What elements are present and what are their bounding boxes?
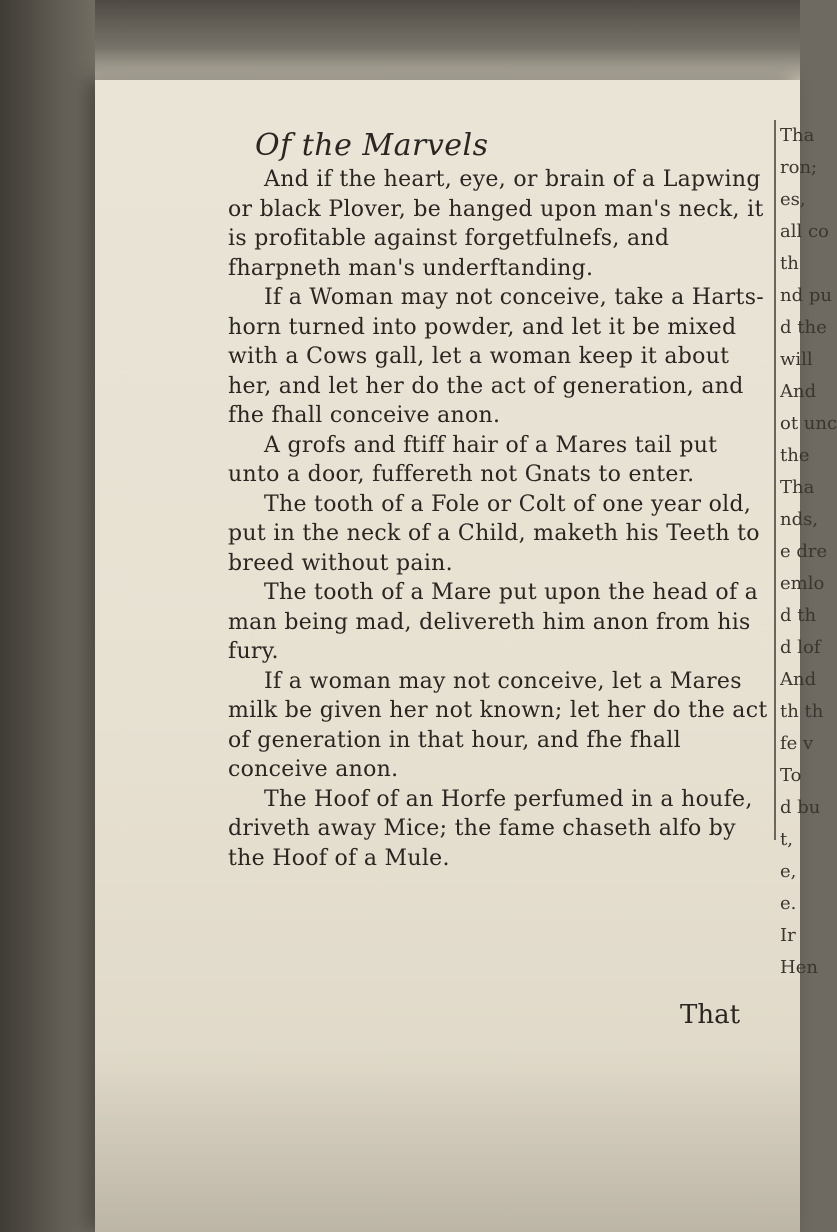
facing-fragment: will: [780, 349, 813, 370]
facing-fragment: And: [780, 381, 817, 402]
running-title: Of the Marvels: [255, 128, 489, 163]
paragraph-5: The tooth of a Mare put upon the head of a man being mad, delivereth him anon from his fury.: [228, 580, 759, 664]
facing-fragment: ot unc: [780, 413, 837, 434]
facing-fragment: Tha: [780, 125, 815, 146]
facing-fragment: th: [780, 253, 799, 274]
facing-fragment: e.: [780, 893, 797, 914]
facing-fragment: nd pu: [780, 285, 832, 306]
paragraph-6: If a woman may not conceive, let a Mares milk be given her not known; let her do the act of generation in that hour, and fhe fhall conceive anon.: [228, 668, 768, 782]
paragraph-7: The Hoof of an Horfe perfumed in a houfe, driveth away Mice; the fame chaseth alfo by the Hoof of a Mule.: [228, 786, 753, 871]
page-bottom-shade: [95, 1050, 800, 1232]
paragraph-4: The tooth of a Fole or Colt of one year old, put in the neck of a Child, maketh his Teeth to breed without pain.: [228, 491, 760, 576]
facing-fragment: fe v: [780, 733, 814, 754]
facing-fragment: all co: [780, 221, 829, 242]
page-text: [228, 165, 776, 873]
facing-fragment: the: [780, 445, 810, 466]
facing-fragment: Ir: [780, 925, 796, 946]
facing-fragment: e dre: [780, 541, 828, 562]
facing-fragment: ron;: [780, 157, 818, 178]
facing-fragment: d lof: [780, 637, 821, 658]
facing-fragment: To: [780, 765, 802, 786]
paragraph-1: And if the heart, eye, or brain of a Lapwing or black Plover, be hanged upon man's neck, it is profitable against forgetfulnefs, and fharpneth man's underftanding.: [228, 167, 764, 281]
facing-fragment: e,: [780, 861, 797, 882]
page-top-band: [95, 0, 800, 80]
facing-fragment: d the: [780, 317, 827, 338]
facing-fragment: t,: [780, 829, 793, 850]
facing-fragment: d bu: [780, 797, 821, 818]
facing-page-edge: [774, 120, 837, 978]
catchword: That: [680, 1000, 741, 1030]
facing-fragment: es,: [780, 189, 806, 210]
facing-fragment: Hen: [780, 957, 818, 978]
paragraph-3: A grofs and ftiff hair of a Mares tail put unto a door, fuffereth not Gnats to enter.: [228, 432, 718, 487]
facing-fragment: emlo: [780, 573, 825, 594]
facing-fragment: nds,: [780, 509, 819, 530]
facing-fragment: And: [780, 669, 817, 690]
paragraph-2: If a Woman may not conceive, take a Harts-horn turned into powder, and let it be mixed with a Cows gall, let a woman keep it about her, and let her do the act of generation, and fhe fhall conceive anon.: [228, 285, 765, 428]
facing-fragment: Tha: [780, 477, 815, 498]
facing-fragment: th th: [780, 701, 824, 722]
facing-fragment: d th: [780, 605, 817, 626]
